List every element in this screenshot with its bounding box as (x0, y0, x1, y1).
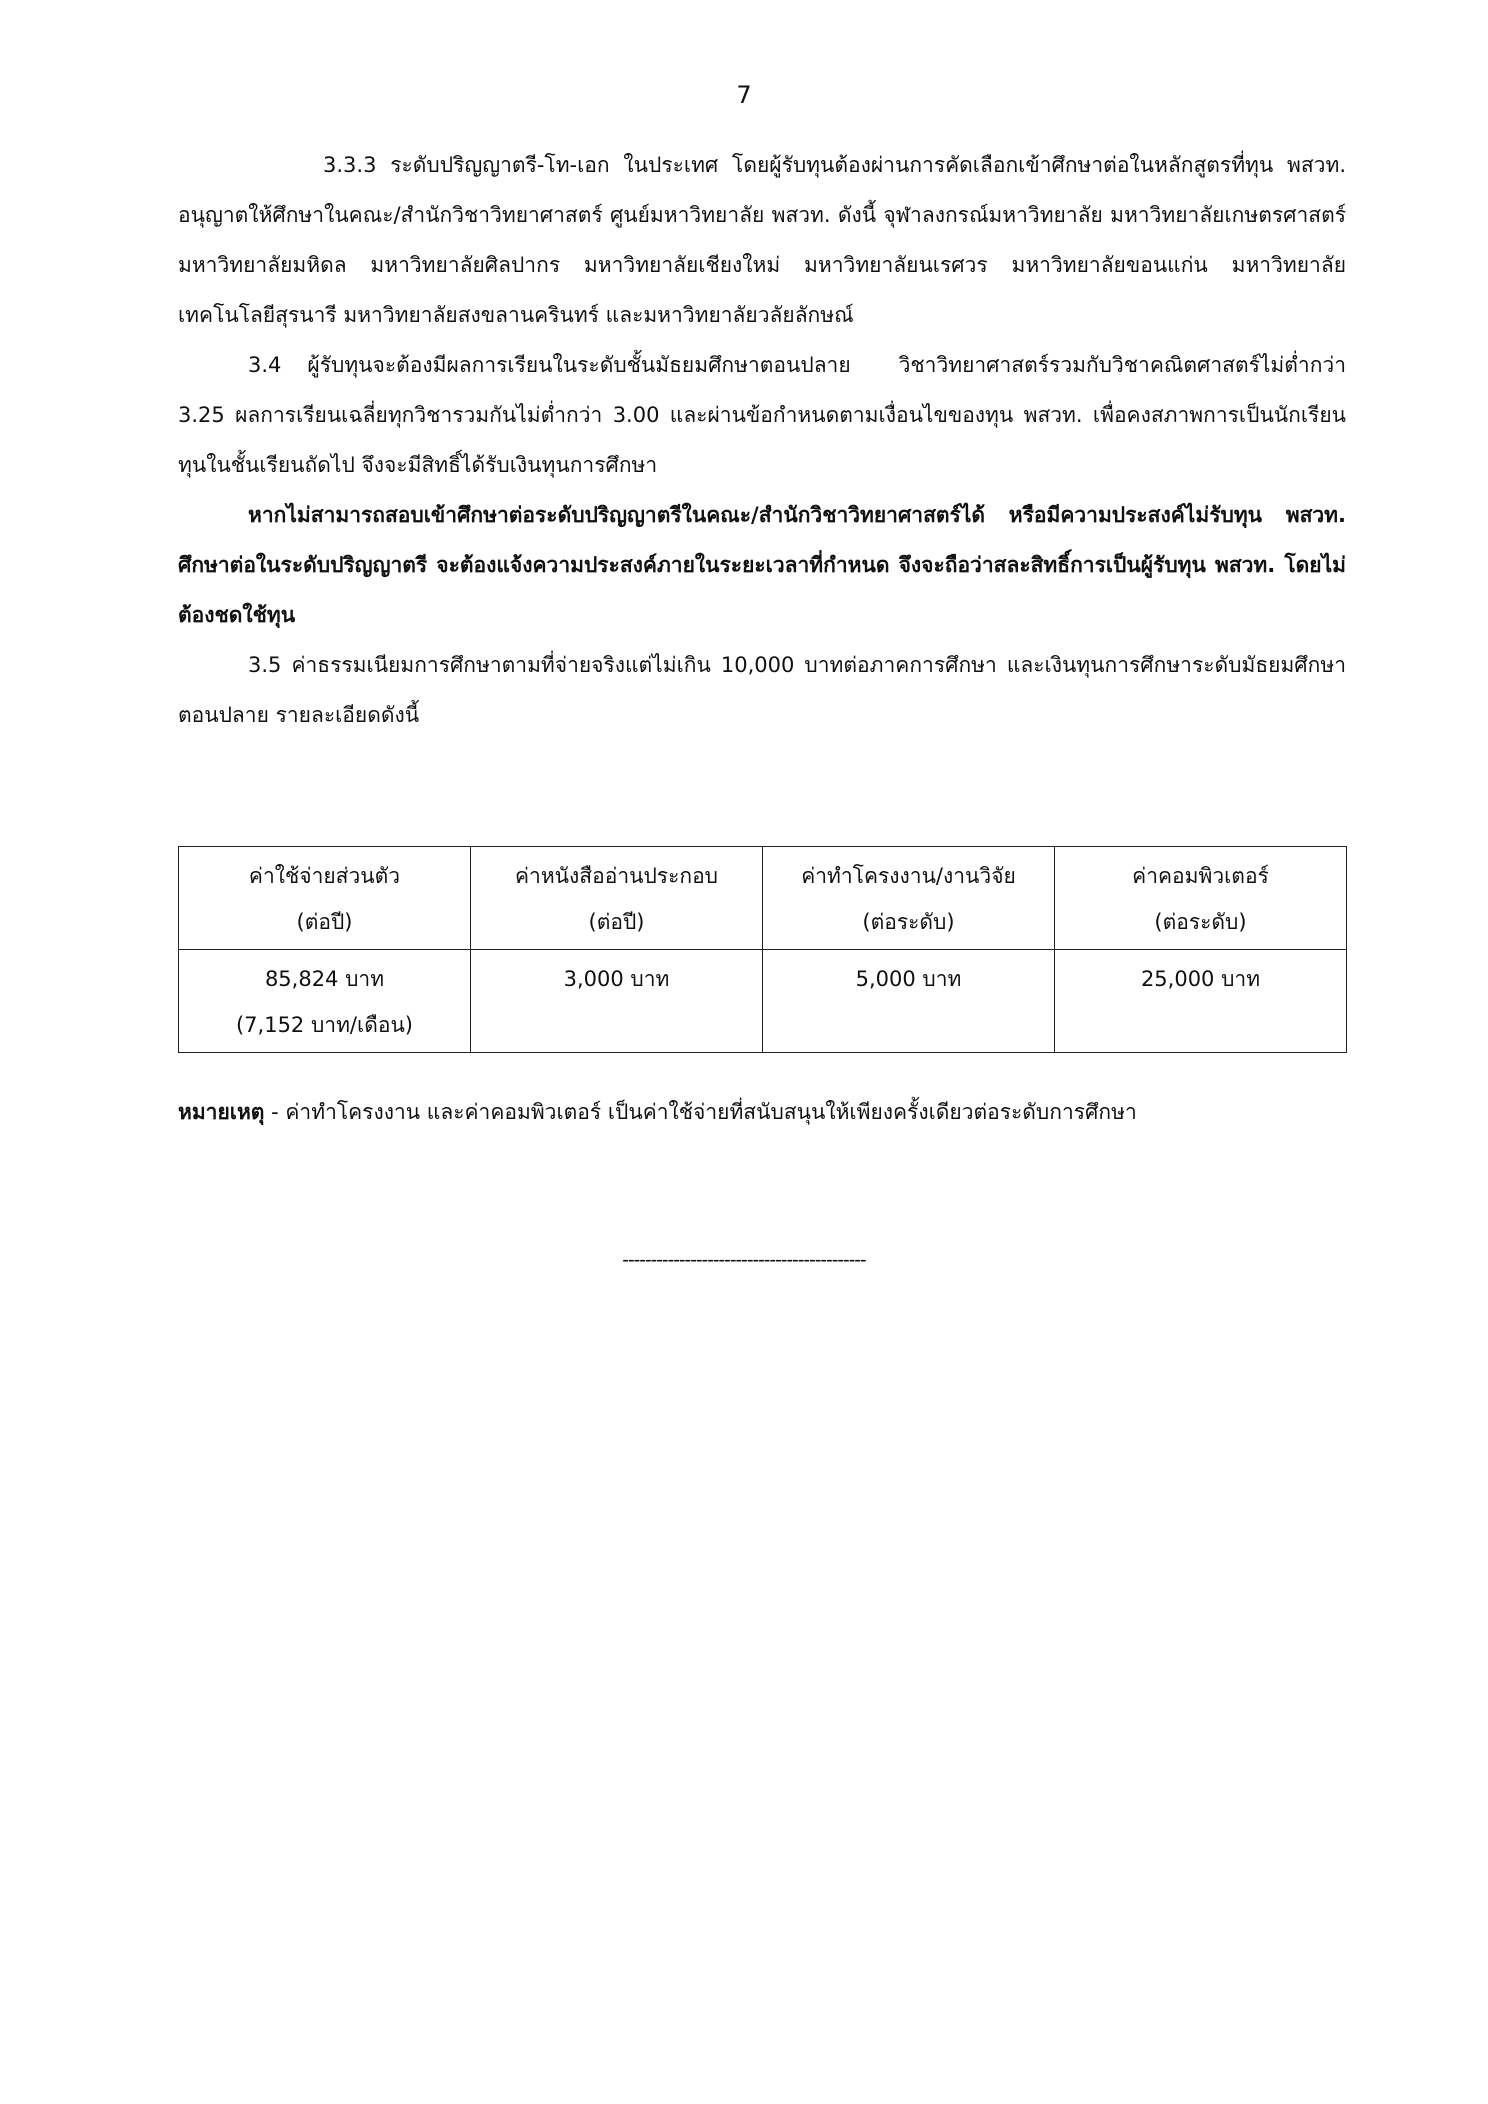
cell-amount-detail: (7,152 บาท/เดือน) (235, 1013, 413, 1037)
paragraph-3-3-3: 3.3.3 ระดับปริญญาตรี-โท-เอก ในประเทศ โดยผู้รับทุนต้องผ่านการคัดเลือกเข้าศึกษาต่อในหลักสูตรที่ทุน พสวท. อนุญาตให้ศึกษาในคณะ/สำนักวิชาวิทยาศาสตร์ ศูนย์มหาวิทยาลัย พสวท. ดังนี้ จุฬาลงกรณ์มหาวิทยาลัย มหาวิทยาลัยเกษตรศาสตร์ มหาวิทยาลัยมหิดล มหาวิทยาลัยศิลปากร มหาวิทยาลัยเชียงใหม่ มหาวิทยาลัยนเรศวร มหาวิทยาลัยขอนแก่น มหาวิทยาลัยเทคโนโลยีสุรนารี มหาวิทยาลัยสงขลานครินทร์ และมหาวิทยาลัยวลัยลักษณ์ (178, 153, 1346, 327)
header-unit: (ต่อระดับ) (1154, 910, 1247, 934)
document-body (178, 140, 1346, 740)
cell-amount: 25,000 บาท (1140, 967, 1261, 991)
cell-amount: 5,000 บาท (855, 967, 962, 991)
value-project (763, 950, 1055, 1053)
paragraph-3-4 (178, 340, 1346, 490)
fees-table (178, 846, 1347, 1053)
end-of-section-divider: ------------------------------------------- (622, 1249, 866, 1271)
paragraph-waiver-bold: หากไม่สามารถสอบเข้าศึกษาต่อระดับปริญญาตรีในคณะ/สำนักวิชาวิทยาศาสตร์ได้ หรือมีความประสงค์ไม่รับทุน พสวท. ศึกษาต่อในระดับปริญญาตรี จะต้องแจ้งความประสงค์ภายในระยะเวลาที่กำหนด จึงจะถือว่าสละสิทธิ์การเป็นผู้รับทุน พสวท. โดยไม่ต้องชดใช้ทุน (178, 503, 1346, 627)
cell-amount: 3,000 บาท (563, 967, 670, 991)
value-books (471, 950, 763, 1053)
header-label: ค่าหนังสืออ่านประกอบ (514, 864, 719, 888)
table-header-row (179, 847, 1347, 950)
header-unit: (ต่อปี) (588, 910, 645, 934)
value-computer (1055, 950, 1347, 1053)
page-number: 7 (736, 81, 752, 109)
footnote-text: - ค่าทำโครงงาน และค่าคอมพิวเตอร์ เป็นค่าใช้จ่ายที่สนับสนุนให้เพียงครั้งเดียวต่อระดับการศึกษา (264, 1100, 1137, 1124)
header-label: ค่าใช้จ่ายส่วนตัว (248, 864, 401, 888)
table-row (179, 950, 1347, 1053)
cell-amount: 85,824 บาท (264, 967, 385, 991)
header-personal-expense (179, 847, 471, 950)
paragraph-3-5: 3.5 ค่าธรรมเนียมการศึกษาตามที่จ่ายจริงแต่ไม่เกิน 10,000 บาทต่อภาคการศึกษา และเงินทุนการศึกษาระดับมัธยมศึกษาตอนปลาย รายละเอียดดังนี้ (178, 653, 1346, 727)
section-number-3-4: 3.4 (248, 353, 282, 377)
header-label: ค่าคอมพิวเตอร์ (1132, 864, 1269, 888)
header-project (763, 847, 1055, 950)
footnote-label: หมายเหตุ (178, 1100, 265, 1124)
header-books (471, 847, 763, 950)
paragraph-3-4-text: ผู้รับทุนจะต้องมีผลการเรียนในระดับชั้นมัธยมศึกษาตอนปลาย วิชาวิทยาศาสตร์รวมกับวิชาคณิตศาสตร์ไม่ต่ำกว่า 3.25 ผลการเรียนเฉลี่ยทุกวิชารวมกันไม่ต่ำกว่า 3.00 และผ่านข้อกำหนดตามเงื่อนไขของทุน พสวท. เพื่อคงสภาพการเป็นนักเรียนทุนในชั้นเรียนถัดไป จึงจะมีสิทธิ์ได้รับเงินทุนการศึกษา (178, 353, 1346, 477)
header-label: ค่าทำโครงงาน/งานวิจัย (801, 864, 1016, 888)
header-unit: (ต่อปี) (296, 910, 353, 934)
footnote (178, 1092, 1346, 1132)
header-unit: (ต่อระดับ) (862, 910, 955, 934)
header-computer (1055, 847, 1347, 950)
value-personal-expense (179, 950, 471, 1053)
